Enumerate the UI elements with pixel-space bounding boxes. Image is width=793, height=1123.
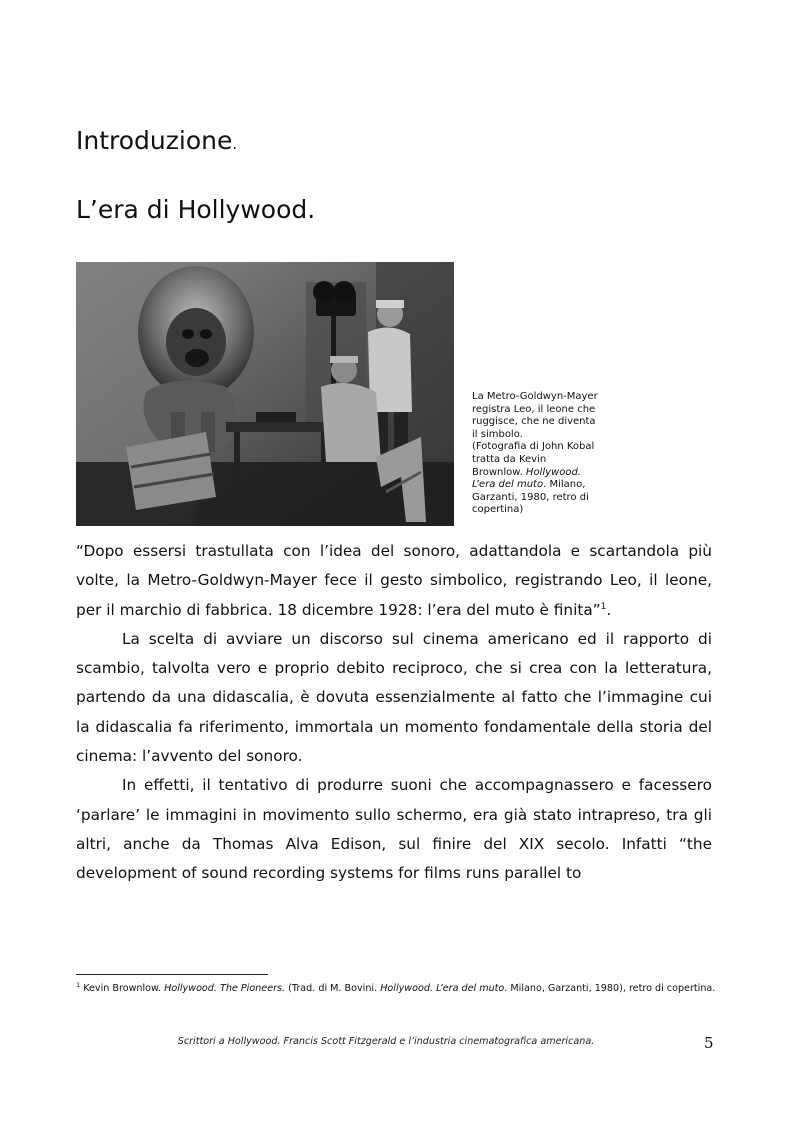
caption-line: ruggisce, che ne diventa <box>472 416 596 428</box>
caption-line: L’era del muto. Milano, <box>472 479 586 491</box>
caption-line: il simbolo. <box>472 428 523 440</box>
footnote: $^1$ Kevin Brownlow. Hollywood. The Pioneers. (Trad. di M. Bovini. Hollywood. L’era del muto. Milano, Garzanti, 1980), retro di copertina. <box>76 980 716 994</box>
mgm-lion-photograph <box>76 262 454 526</box>
photo-caption <box>472 391 622 517</box>
caption-line: La Metro-Goldwyn-Mayer <box>472 391 598 402</box>
section-heading: L’era di Hollywood. <box>76 195 316 224</box>
page-title: Introduzione. <box>76 126 238 155</box>
footnote-divider <box>76 974 268 975</box>
caption-line: copertina) <box>472 504 524 516</box>
footnote-reference[interactable]: 1 <box>600 601 607 612</box>
caption-line: tratta da Kevin <box>472 453 547 465</box>
caption-line: Garzanti, 1980, retro di <box>472 491 589 503</box>
page-number: 5 <box>704 1034 714 1052</box>
photograph-illustration <box>76 262 454 526</box>
paragraph: La scelta di avviare un discorso sul cinema americano ed il rapporto di scambio, talvolta vero e proprio debito reciproco, che si crea con la letteratura, partendo da una didascalia, è dovuta essenzialmente al fatto che l’immagine cui la didascalia fa riferimento, immortala un momento fondamentale della storia del cinema: l’avvento del sonoro. <box>76 629 712 766</box>
paragraph-quote: “Dopo essersi trastullata con l’idea del sonoro, adattandola e scartandola più volte, la Metro-Goldwyn-Mayer fece il gesto simbolico, registrando Leo, il leone, per il marchio di fabbrica. 18 dicembre 1928: l’era del muto è finita”$^1$. <box>76 542 712 619</box>
running-footer: Scrittori a Hollywood. Francis Scott Fitzgerald e l’industria cinematografica americana. <box>177 1036 595 1047</box>
paragraph: In effetti, il tentativo di produrre suoni che accompagnassero e facessero ‘parlare’ le immagini in movimento sullo schermo, era già stato intrapreso, tra gli altri, anche da Thomas Alva Edison, sul finire del XIX secolo. Infatti “the development of sound recording systems for films runs parallel to <box>76 776 712 883</box>
body-text <box>76 537 712 889</box>
caption-line: (Fotografia di John Kobal <box>472 441 595 453</box>
caption-line: Brownlow. Hollywood. <box>472 466 581 478</box>
caption-line: registra Leo, il leone che <box>472 403 596 415</box>
